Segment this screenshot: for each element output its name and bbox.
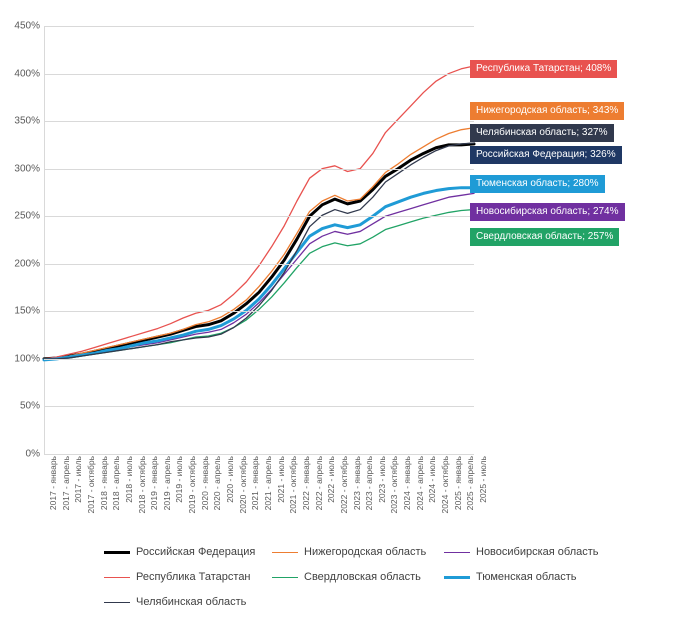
gridline: [44, 359, 474, 360]
x-tick-label: 2021 - июль: [275, 456, 286, 503]
legend-label: Российская Федерация: [136, 546, 256, 558]
gridline: [44, 216, 474, 217]
y-tick-label: 50%: [19, 400, 40, 412]
x-tick-label: 2025 - январь: [452, 456, 463, 511]
x-tick-label: 2020 - октябрь: [237, 456, 248, 514]
legend-item: [444, 571, 577, 583]
x-tick-label: 2019 - июль: [174, 456, 185, 503]
legend-item: [104, 546, 255, 558]
legend-swatch: [444, 576, 470, 579]
legend-label: Челябинская область: [136, 596, 247, 608]
series-data-label: Челябинская область; 327%: [470, 124, 614, 142]
x-axis-tick-labels: [44, 456, 488, 542]
x-tick-label: 2019 - январь: [149, 456, 160, 511]
gridline: [44, 454, 474, 455]
x-tick-label: 2021 - апрель: [263, 456, 273, 511]
y-tick-label: 350%: [14, 115, 40, 127]
x-tick-label: 2025 - июль: [478, 456, 488, 503]
x-tick-label: 2018 - октябрь: [136, 456, 147, 514]
legend-label: Республика Татарстан: [136, 571, 251, 583]
gridline: [44, 406, 474, 407]
x-tick-label: 2017 - январь: [48, 456, 58, 511]
y-tick-label: 250%: [14, 210, 40, 222]
legend-item: [272, 571, 421, 583]
x-tick-label: 2020 - апрель: [212, 456, 223, 511]
gridline: [44, 169, 474, 170]
x-tick-label: 2022 - июль: [326, 456, 337, 503]
x-tick-label: 2017 - октябрь: [85, 456, 96, 514]
y-tick-label: 200%: [14, 258, 40, 270]
x-tick-label: 2022 - апрель: [313, 456, 324, 511]
y-tick-label: 150%: [14, 305, 40, 317]
series-line: [44, 144, 474, 359]
series-line: [44, 210, 474, 359]
x-tick-label: 2022 - октябрь: [338, 456, 349, 514]
x-tick-label: 2022 - январь: [300, 456, 311, 511]
y-tick-label: 300%: [14, 163, 40, 175]
x-tick-label: 2024 - январь: [402, 456, 413, 511]
legend-item: [272, 546, 426, 558]
legend-swatch: [444, 552, 470, 553]
y-tick-label: 400%: [14, 68, 40, 80]
legend-swatch: [104, 577, 130, 578]
series-lines: [44, 26, 474, 454]
x-tick-label: 2019 - апрель: [161, 456, 172, 511]
x-tick-label: 2019 - октябрь: [187, 456, 198, 514]
x-tick-label: 2021 - октябрь: [288, 456, 299, 514]
x-tick-label: 2023 - октябрь: [389, 456, 400, 514]
series-line: [44, 143, 474, 359]
x-tick-label: 2017 - июль: [73, 456, 84, 503]
series-data-label: Республика Татарстан; 408%: [470, 60, 617, 78]
legend-swatch: [104, 551, 130, 554]
x-tick-label: 2024 - октябрь: [440, 456, 451, 514]
plot-area: [44, 26, 474, 454]
x-tick-label: 2023 - июль: [376, 456, 387, 503]
chart-legend: [104, 546, 624, 616]
series-data-label: Тюменская область; 280%: [470, 175, 605, 193]
x-tick-label: 2021 - январь: [250, 456, 261, 511]
legend-swatch: [104, 602, 130, 603]
series-data-label: Российская Федерация; 326%: [470, 146, 622, 164]
x-tick-label: 2023 - апрель: [364, 456, 375, 511]
series-data-label: Нижегородская область; 343%: [470, 102, 624, 120]
y-tick-label: 100%: [14, 353, 40, 365]
x-tick-label: 2017 - апрель: [60, 456, 71, 511]
legend-item: [444, 546, 599, 558]
legend-label: Свердловская область: [304, 571, 421, 583]
legend-swatch: [272, 552, 298, 553]
series-data-label: Свердловская область; 257%: [470, 228, 619, 246]
x-tick-label: 2024 - апрель: [414, 456, 425, 511]
legend-item: [104, 571, 251, 583]
y-tick-label: 450%: [14, 20, 40, 32]
legend-label: Нижегородская область: [304, 546, 427, 558]
x-tick-label: 2018 - январь: [98, 456, 109, 511]
x-tick-label: 2023 - январь: [351, 456, 362, 511]
legend-swatch: [272, 577, 298, 578]
y-axis-tick-labels: [0, 20, 40, 460]
x-tick-label: 2025 - апрель: [465, 456, 476, 511]
x-tick-label: 2020 - июль: [225, 456, 236, 503]
legend-label: Новосибирская область: [476, 546, 599, 558]
gridline: [44, 311, 474, 312]
series-line: [44, 66, 474, 359]
gridline: [44, 26, 474, 27]
legend-label: Тюменская область: [476, 571, 577, 583]
series-line: [44, 188, 474, 360]
x-tick-label: 2018 - апрель: [111, 456, 122, 511]
x-tick-label: 2024 - июль: [427, 456, 438, 503]
series-line: [44, 193, 474, 358]
gridline: [44, 121, 474, 122]
x-tick-label: 2018 - июль: [123, 456, 134, 503]
x-tick-label: 2020 - январь: [199, 456, 210, 511]
gridline: [44, 264, 474, 265]
legend-item: [104, 596, 246, 608]
gridline: [44, 74, 474, 75]
y-tick-label: 0%: [25, 448, 40, 460]
series-data-label: Новосибирская область; 274%: [470, 203, 625, 221]
